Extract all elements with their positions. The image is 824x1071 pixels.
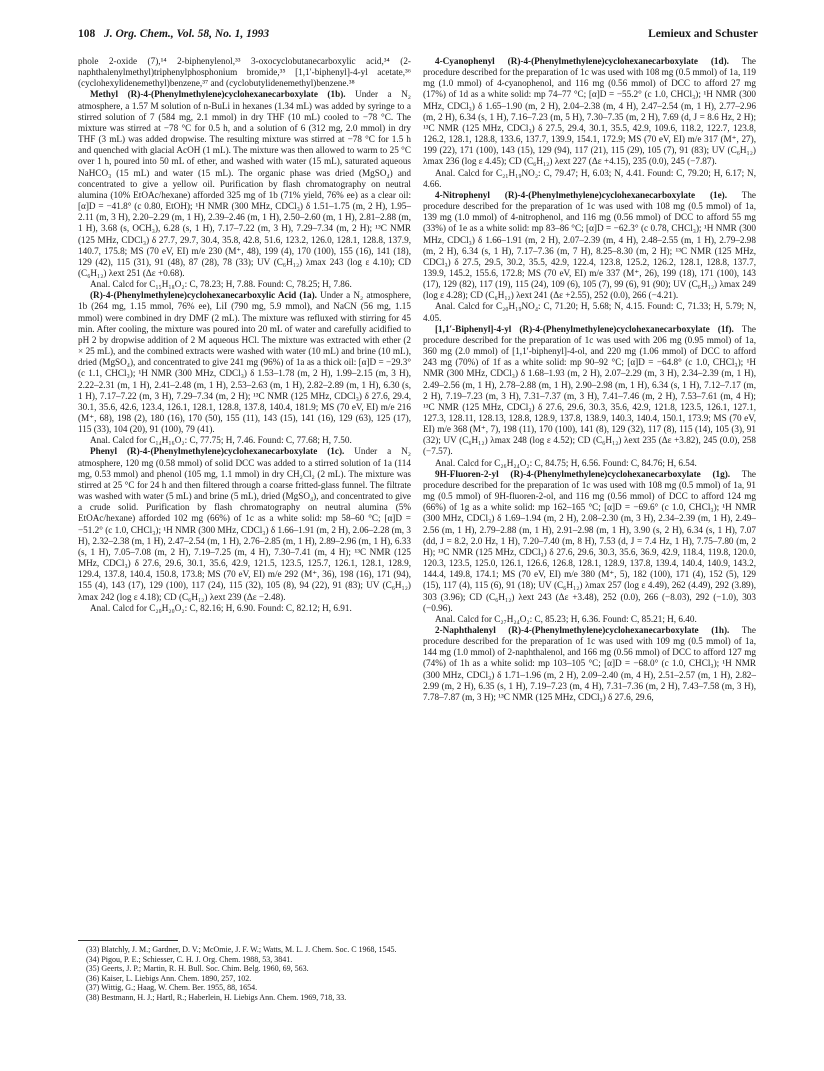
footnote-reference: (37) Wittig, G.; Haag, W. Chem. Ber. 1955, 88, 1654. xyxy=(86,983,258,993)
paragraph-text: Anal. Calcd for C₂₆H₂₄O₂: C, 84.75; H, 6.56. Found: C, 84.76; H, 6.54. xyxy=(435,457,697,468)
compound-heading: 4-Nitrophenyl (R)-4-(Phenylmethylene)cyclohexanecarboxylate (1e). xyxy=(435,189,728,200)
paragraph-text: Under a N₂ atmosphere, 1b (264 mg, 1.15 mmol, 76% ee), LiI (790 mg, 5.9 mmol), and NaCN (56 mg, 1.15 mmol) were combined in dry DMF (2 mL). The mixture was refluxed with stirring for 45 min. After cooling, the mixture was poured into 20 mL of water and carefully acidified to pH 2 by dropwise addition of 2 M aqueous HCl. The mixture was extracted with ether (2 × 25 mL), and the combined extracts were washed with water (10 mL) and brine (10 mL), dried (MgSO₄), and concentrated to give 241 mg (96%) of 1a as a thick oil: [α]D = −29.3° (c 1.1, CHCl₃); ¹H NMR (300 MHz, CDCl₃) δ 1.53–1.78 (m, 2 H), 1.99–2.15 (m, 3 H), 2.22–2.31 (m, 1 H), 2.41–2.48 (m, 1 H), 2.53–2.63 (m, 1 H), 2.82–2.89 (m, 1 H), 6.30 (s, 1 H), 7.17–7.22 (m, 3 H), 7.29–7.34 (m, 2 H); ¹³C NMR (125 MHz, CDCl₃) δ 27.6, 29.4, 30.1, 35.6, 42.6, 123.4, 126.1, 128.1, 128.8, 137.8, 140.4, 181.9; MS (70 eV, EI) m/e 216 (M⁺, 68), 198 (2), 180 (16), 170 (50), 155 (11), 143 (15), 141 (16), 129 (63), 125 (17), 115 (33), 104 (20), 91 (100), 79 (41). xyxy=(78,290,411,435)
body-paragraph xyxy=(78,603,411,614)
paragraph-text: Under a N₂ atmosphere, 120 mg (0.58 mmol) of solid DCC was added to a stirred solution of 1a (114 mg, 0.53 mmol) and phenol (105 mg, 1.1 mmol) in dry CH₂Cl₂ (2 mL). The mixture was stirred at 25 °C for 24 h and then filtered through a coarse fritted-glass funnel. The filtrate was washed with water (5 mL) and brine (5 mL), dried (MgSO₄), and concentrated to give a crude solid. Purification by flash chromatography on neutral alumina (5% EtOAc/hexane) afforded 102 mg (66%) of 1c as a white solid: mp 58–60 °C; [α]D = −51.2° (c 1.0, CHCl₃); ¹H NMR (300 MHz, CDCl₃) δ 1.66–1.91 (m, 2 H), 2.06–2.28 (m, 3 H), 2.32–2.38 (m, 1 H), 2.47–2.54 (m, 1 H), 2.76–2.85 (m, 1 H), 2.89–2.96 (m, 1 H), 6.33 (s, 1 H), 7.05–7.08 (m, 2 H), 7.19–7.25 (m, 4 H), 7.30–7.41 (m, 4 H); ¹³C NMR (125 MHz, CDCl₃) δ 27.6, 29.6, 30.1, 35.6, 42.9, 121.5, 123.5, 125.7, 126.1, 128.1, 128.9, 129.4, 137.8, 140.4, 150.8, 173.8; MS (70 eV, EI) m/e 292 (M⁺, 36), 198 (16), 171 (94), 155 (4), 143 (17), 129 (100), 117 (24), 115 (32), 105 (8), 94 (22), 91 (83); UV (C₆H₁₂) λmax 242 (log ε 4.18); CD (C₆H₁₂) λext 239 (Δε −2.48). xyxy=(78,446,411,602)
compound-heading: 4-Cyanophenyl (R)-4-(Phenylmethylene)cyclohexanecarboxylate (1d). xyxy=(435,56,729,66)
section-paragraph xyxy=(423,56,756,168)
section-paragraph xyxy=(423,469,756,614)
footnote-reference: (38) Bestmann, H. J.; Hartl, R.; Haberlein, H. Liebigs Ann. Chem. 1969, 718, 33. xyxy=(86,992,347,1002)
compound-heading: (R)-4-(Phenylmethylene)cyclohexanecarboxylic Acid (1a). xyxy=(90,290,317,301)
paragraph-text: The procedure described for the preparation of 1c was used with 109 mg (0.5 mmol) of 1a, 144 mg (1.0 mmol) of 2-naphthalenol, and 166 mg (0.56 mmol) of DCC to afford 127 mg (74%) of 1h as a white solid: mp 103–105 °C; [α]D = −68.0° (c 1.0, CHCl₃); ¹H NMR (300 MHz, CDCl₃) δ 1.71–1.96 (m, 2 H), 2.09–2.40 (m, 4 H), 2.51–2.57 (m, 1 H), 2.82–2.99 (m, 2 H), 6.35 (s, 1 H), 7.19–7.23 (m, 4 H), 7.31–7.36 (m, 2 H), 7.43–7.58 (m, 3 H), 7.78–7.87 (m, 3 H); ¹³C NMR (125 MHz, CDCl₃) δ 27.6, 29.6, xyxy=(423,624,756,702)
body-paragraph xyxy=(423,301,756,323)
paragraph-text: Anal. Calcd for C₂₇H₂₄O₂: C, 85.23; H, 6.36. Found: C, 85.21; H, 6.40. xyxy=(435,613,697,624)
compound-heading: Methyl (R)-4-(Phenylmethylene)cyclohexanecarboxylate (1b). xyxy=(90,89,346,100)
paragraph-text: Anal. Calcd for C₂₀H₁₉NO₄: C, 71.20; H, 5.68; N, 4.15. Found: C, 71.33; H, 5.79; N, 4.05. xyxy=(423,301,756,323)
footnote-reference: (33) Blatchly, J. M.; Gardner, D. V.; McOmie, J. F. W.; Watts, M. L. J. Chem. Soc. C 1968, 1545. xyxy=(86,945,397,954)
section-paragraph xyxy=(423,324,756,458)
body-paragraph xyxy=(423,614,756,625)
body-paragraph xyxy=(78,435,411,446)
section-paragraph xyxy=(78,89,411,279)
body-paragraph xyxy=(78,56,411,89)
page-number: 108 xyxy=(78,28,96,40)
footnote-reference: (36) Kaiser, L. Liebigs Ann. Chem. 1890, 257, 102. xyxy=(86,973,252,983)
paragraph-text: The procedure described for the preparation of 1c was used with 206 mg (0.95 mmol) of 1a, 360 mg (2.0 mmol) of [1,1′-biphenyl]-4-ol, and 220 mg (1.06 mmol) of DCC to afford 243 mg (70%) of 1f as a white solid: mp 90–92 °C; [α]D = −64.8° (c 1.0, CHCl₃); ¹H NMR (300 MHz, CDCl₃) δ 1.68–1.93 (m, 2 H), 2.07–2.29 (m, 3 H), 2.34–2.39 (m, 1 H), 2.49–2.56 (m, 1 H), 2.78–2.88 (m, 1 H), 2.90–2.98 (m, 1 H), 6.34 (s, 1 H), 7.12–7.17 (m, 2 H), 7.19–7.23 (m, 3 H), 7.31–7.37 (m, 3 H), 7.41–7.46 (m, 2 H), 7.53–7.61 (m, 4 H); ¹³C NMR (125 MHz, CDCl₃) δ 27.6, 29.6, 30.3, 35.6, 42.9, 121.8, 123.5, 126.1, 127.1, 127.3, 128.11, 128.13, 128.8, 128.9, 137.8, 138.9, 140.3, 140.4, 150.1, 173.9; MS (70 eV, EI) m/e 368 (M⁺, 7), 198 (11), 170 (100), 141 (8), 129 (32), 117 (8), 115 (14), 105 (3), 91 (32); UV (C₆H₁₂) λmax 248 (log ε 4.52); CD (C₆H₁₂) λext 235 (Δε +3.82), 245 (0.0), 258 (−7.57). xyxy=(423,323,756,457)
body-paragraph xyxy=(423,458,756,469)
right-column xyxy=(423,56,756,703)
paragraph-text: phole 2-oxide (7),¹⁴ 2-biphenylenol,³³ 3-oxocyclobutanecarboxylic acid,³⁴ (2-naphthalenylmethyl)triphenylphosphonium bromide,³⁵ [1,1′-biphenyl]-4-yl acetate,³⁶ (cyclohexylidenemethyl)benzene,³⁷ and (cyclobutylidenemethyl)benzene.³⁸ xyxy=(78,56,411,89)
running-authors: Lemieux and Schuster xyxy=(648,28,758,40)
paragraph-text: The procedure described for the preparation of 1c was used with 108 mg (0.5 mmol) of 1a, 91 mg (0.5 mmol) of 9H-fluoren-2-ol, and 116 mg (0.56 mmol) of DCC to afford 124 mg (66%) of 1g as a white solid: mp 162–165 °C; [α]D = −69.6° (c 1.0, CHCl₃); ¹H NMR (300 MHz, CDCl₃) δ 1.69–1.94 (m, 2 H), 2.08–2.30 (m, 3 H), 2.34–2.39 (m, 1 H), 2.49–2.56 (m, 1 H), 2.79–2.88 (m, 1 H), 2.91–2.98 (m, 1 H), 3.90 (s, 2 H), 6.34 (s, 1 H), 7.07 (dd, J = 8.2, 2.0 Hz, 1 H), 7.20–7.40 (m, 8 H), 7.53 (d, J = 7.4 Hz, 1 H), 7.75–7.80 (m, 2 H); ¹³C NMR (125 MHz, CDCl₃) δ 27.6, 29.6, 30.3, 35.6, 36.9, 42.9, 118.4, 119.8, 120.0, 120.3, 123.5, 125.0, 126.1, 126.6, 126.8, 128.1, 128.9, 137.8, 139.4, 140.4, 140.9, 143.2, 144.4, 149.8, 174.1; MS (70 eV, EI) m/e 380 (M⁺, 5), 182 (100), 171 (4), 152 (5), 129 (15), 117 (4), 115 (6), 91 (18); UV (C₆H₁₂) λmax 257 (log ε 4.49), 262 (4.49), 292 (3.89), 303 (3.96); CD (C₆H₁₂) λext 243 (Δε +3.48), 252 (0.0), 266 (−8.03), 292 (−1.0), 303 (−0.96). xyxy=(423,468,756,613)
footnote-reference: (35) Geerts, J. P.; Martin, R. H. Bull. Soc. Chim. Belg. 1960, 69, 563. xyxy=(86,964,309,974)
section-paragraph xyxy=(423,625,756,703)
footnote-reference: (34) Pigou, P. E.; Schiesser, C. H. J. Org. Chem. 1988, 53, 3841. xyxy=(86,954,293,964)
section-paragraph xyxy=(423,190,756,302)
body-paragraph xyxy=(423,168,756,190)
paragraph-text: The procedure described for the preparation of 1c was used with 108 mg (0.5 mmol) of 1a, 119 mg (1.0 mmol) of 4-cyanophenol, and 116 mg (0.56 mmol) of DCC to afford 27 mg (17%) of 1d as a white solid: mp 74–77 °C; [α]D = −55.2° (c 1.0, CHCl₃); ¹H NMR (300 MHz, CDCl₃) δ 1.65–1.90 (m, 2 H), 2.04–2.38 (m, 4 H), 2.47–2.54 (m, 1 H), 2.77–2.96 (m, 2 H), 6.34 (s, 1 H), 7.16–7.23 (m, 5 H), 7.30–7.35 (m, 2 H), 7.69 (d, J = 8.6 Hz, 2 H); ¹³C NMR (125 MHz, CDCl₃) δ 27.5, 29.4, 30.1, 35.5, 42.9, 109.6, 118.2, 122.7, 123.8, 126.2, 128.1, 128.8, 133.6, 137.7, 139.9, 154.1, 172.9; MS (70 eV, EI) m/e 317 (M⁺, 27), 199 (22), 171 (100), 143 (15), 129 (94), 117 (21), 115 (29), 105 (7), 91 (83); UV (C₆H₁₂) λmax 236 (log ε 4.45); CD (C₆H₁₂) λext 227 (Δε +4.15), 235 (0.0), 245 (−7.87). xyxy=(423,56,756,167)
left-column xyxy=(78,56,411,614)
paragraph-text: Anal. Calcd for C₁₅H₁₈O₂: C, 78.23; H, 7.88. Found: C, 78.25; H, 7.86. xyxy=(90,279,352,290)
paragraph-text: Anal. Calcd for C₁₄H₁₆O₂: C, 77.75; H, 7.46. Found: C, 77.68; H, 7.50. xyxy=(90,435,352,446)
footnote-rule xyxy=(78,940,178,941)
paragraph-text: Anal. Calcd for C₂₀H₂₀O₂: C, 82.16; H, 6.90. Found: C, 82.12; H, 6.91. xyxy=(90,602,352,613)
journal-citation: J. Org. Chem., Vol. 58, No. 1, 1993 xyxy=(104,28,270,40)
paragraph-text: The procedure described for the preparation of 1c was used with 108 mg (0.5 mmol) of 1a, 139 mg (1.0 mmol) of 4-nitrophenol, and 116 mg (0.56 mmol) of DCC to afford 55 mg (33%) of 1e as a white solid: mp 83–86 °C; [α]D = −62.3° (c 0.78, CHCl₃); ¹H NMR (300 MHz, CDCl₃) δ 1.66–1.91 (m, 2 H), 2.07–2.39 (m, 4 H), 2.48–2.55 (m, 1 H), 2.79–2.98 (m, 2 H), 6.34 (s, 1 H), 7.17–7.36 (m, 7 H), 8.25–8.30 (m, 2 H); ¹³C NMR (125 MHz, CDCl₃) δ 27.5, 29.5, 30.2, 35.5, 42.9, 122.4, 123.8, 125.2, 126.2, 128.1, 128.8, 137.7, 139.9, 145.2, 155.6, 172.8; MS (70 eV, EI) m/e 337 (M⁺, 26), 199 (18), 171 (100), 143 (17), 129 (82), 117 (19), 115 (24), 109 (6), 105 (7), 99 (6), 91 (90); UV (C₆H₁₂) λmax 249 (log ε 4.28); CD (C₆H₁₂) λext 241 (Δε +2.55), 252 (0.0), 266 (−4.21). xyxy=(423,189,756,301)
section-paragraph xyxy=(78,446,411,602)
running-header xyxy=(78,28,758,44)
paragraph-text: Anal. Calcd for C₂₁H₁₉NO₂: C, 79.47; H, 6.03; N, 4.41. Found: C, 79.20; H, 6.17; N, 4.66. xyxy=(423,167,756,189)
compound-heading: [1,1′-Biphenyl]-4-yl (R)-4-(Phenylmethylene)cyclohexanecarboxylate (1f). xyxy=(435,323,734,334)
compound-heading: Phenyl (R)-4-(Phenylmethylene)cyclohexanecarboxylate (1c). xyxy=(90,446,345,457)
compound-heading: 9H-Fluoren-2-yl (R)-4-(Phenylmethylene)cyclohexanecarboxylate (1g). xyxy=(435,468,731,479)
body-paragraph xyxy=(78,279,411,290)
section-paragraph xyxy=(78,290,411,435)
paragraph-text: Under a N₂ atmosphere, a 1.57 M solution of n-BuLi in hexanes (1.34 mL) was added by syringe to a stirred solution of 7 (584 mg, 2.1 mmol) in dry THF (10 mL) cooled to −78 °C. The mixture was stirred at −78 °C for 0.5 h, and a solution of 6 (312 mg, 2.0 mmol) in dry THF (3 mL) was added dropwise. The resulting mixture was stirred at −78 °C for 1.5 h and quenched with glacial AcOH (1 mL). The mixture was then allowed to warm to 25 °C over 1 h, poured into 50 mL of ether, and washed with water (15 mL), saturated aqueous NaHCO₃ (15 mL) and water (15 mL). The organic phase was dried (MgSO₄) and concentrated to give a yellow oil. Purification by flash chromatography on neutral alumina (10% EtOAc/hexane) afforded 325 mg of 1b (71% yield, 76% ee) as a clear oil: [α]D = −41.8° (c 0.80, EtOH); ¹H NMR (300 MHz, CDCl₃) δ 1.51–1.75 (m, 2 H), 1.95–2.11 (m, 3 H), 2.20–2.29 (m, 1 H), 2.39–2.46 (m, 1 H), 2.50–2.60 (m, 1 H), 2.81–2.88 (m, 1 H), 3.68 (s, OCH₃), 6.28 (s, 1 H), 7.17–7.22 (m, 3 H), 7.29–7.34 (m, 2 H); ¹³C NMR (125 MHz, CDCl₃) δ 27.7, 29.7, 30.4, 35.8, 42.8, 51.6, 123.2, 126.0, 128.1, 128.8, 137.9, 140.7, 175.8; MS (70 eV, EI) m/e 230 (M⁺, 48), 199 (4), 170 (100), 155 (16), 141 (18), 129 (42), 115 (31), 91 (48), 87 (28), 78 (33); UV (C₆H₁₂) λmax 243 (log ε 4.10); CD (C₆H₁₂) λext 251 (Δε +0.68). xyxy=(78,89,411,278)
footnotes xyxy=(78,940,411,1003)
compound-heading: 2-Naphthalenyl (R)-4-(Phenylmethylene)cyclohexanecarboxylate (1h). xyxy=(435,624,730,635)
